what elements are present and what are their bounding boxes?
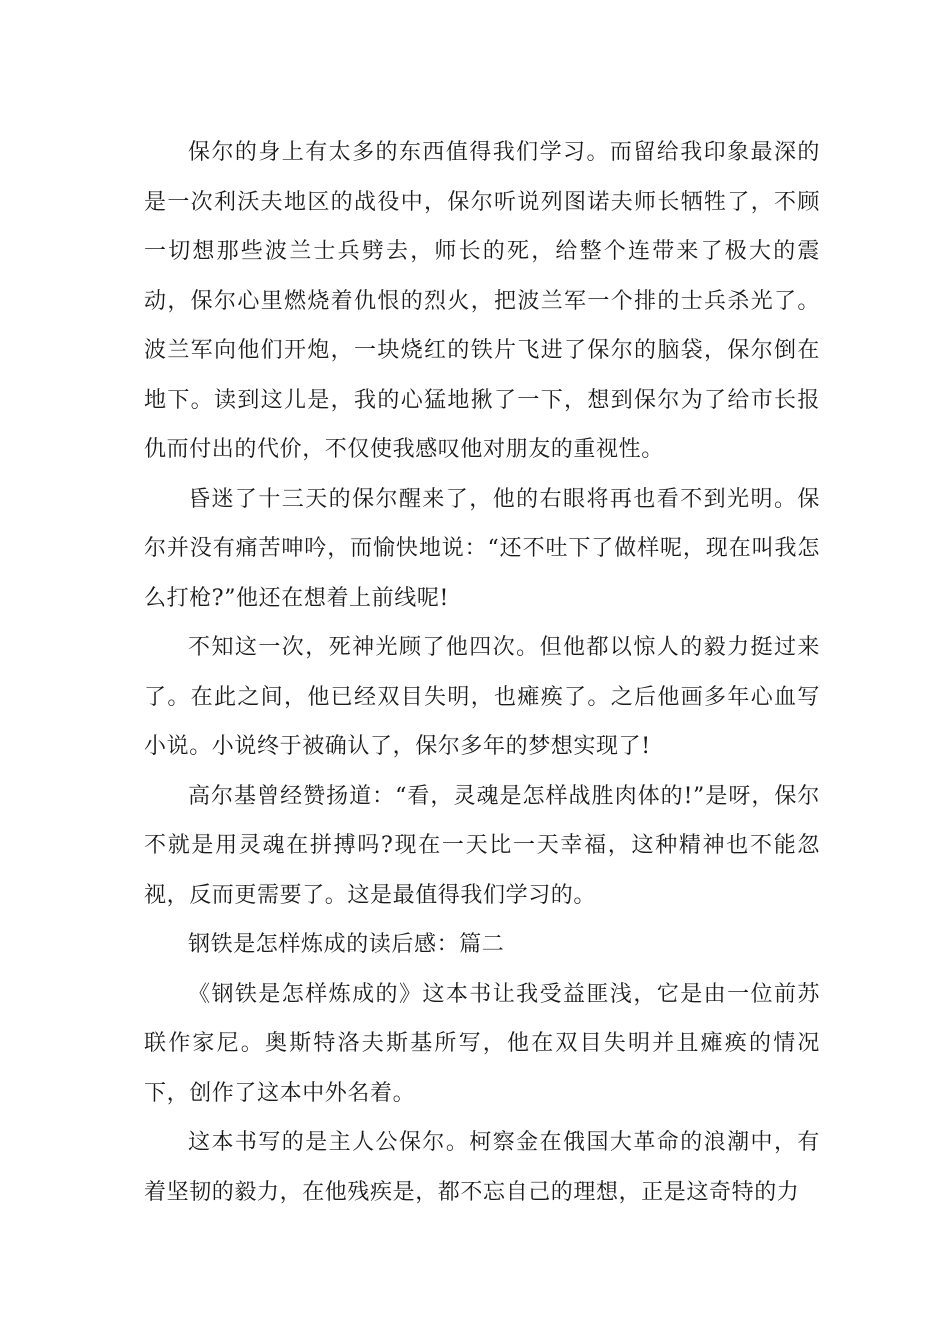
paragraph: 《钢铁是怎样炼成的》这本书让我受益匪浅，它是由一位前苏联作家尼。奥斯特洛夫斯基所写，他在双目失明并且瘫痪的情况下，创作了这本中外名着。	[144, 981, 820, 1106]
paragraph: 这本书写的是主人公保尔。柯察金在俄国大革命的浪潮中，有着坚韧的毅力，在他残疾是，都不忘自己的理想，正是这奇特的力	[144, 1130, 820, 1205]
section-heading: 钢铁是怎样炼成的读后感：篇二	[188, 932, 505, 957]
paragraph: 高尔基曾经赞扬道：“看，灵魂是怎样战胜肉体的!”是呀，保尔不就是用灵魂在拼搏吗?现在一天比一天幸福，这种精神也不能忽视，反而更需要了。这是最值得我们学习的。	[144, 783, 820, 908]
paragraph: 不知这一次，死神光顾了他四次。但他都以惊人的毅力挺过来了。在此之间，他已经双目失明，也瘫痪了。之后他画多年心血写小说。小说终于被确认了，保尔多年的梦想实现了!	[144, 635, 820, 759]
paragraph: 保尔的身上有太多的东西值得我们学习。而留给我印象最深的是一次利沃夫地区的战役中，保尔听说列图诺夫师长牺牲了，不顾一切想那些波兰士兵劈去，师长的死，给整个连带来了极大的震动，保尔心里燃烧着仇恨的烈火，把波兰军一个排的士兵杀光了。波兰军向他们开炮，一块烧红的铁片飞进了保尔的脑袋，保尔倒在地下。读到这儿是，我的心猛地揪了一下，想到保尔为了给市长报仇而付出的代价，不仅使我感叹他对朋友的重视性。	[144, 140, 820, 462]
document-body	[144, 128, 820, 1217]
paragraph: 昏迷了十三天的保尔醒来了，他的右眼将再也看不到光明。保尔并没有痛苦呻吟，而愉快地说：“还不吐下了做样呢，现在叫我怎么打枪?”他还在想着上前线呢!	[144, 486, 820, 611]
